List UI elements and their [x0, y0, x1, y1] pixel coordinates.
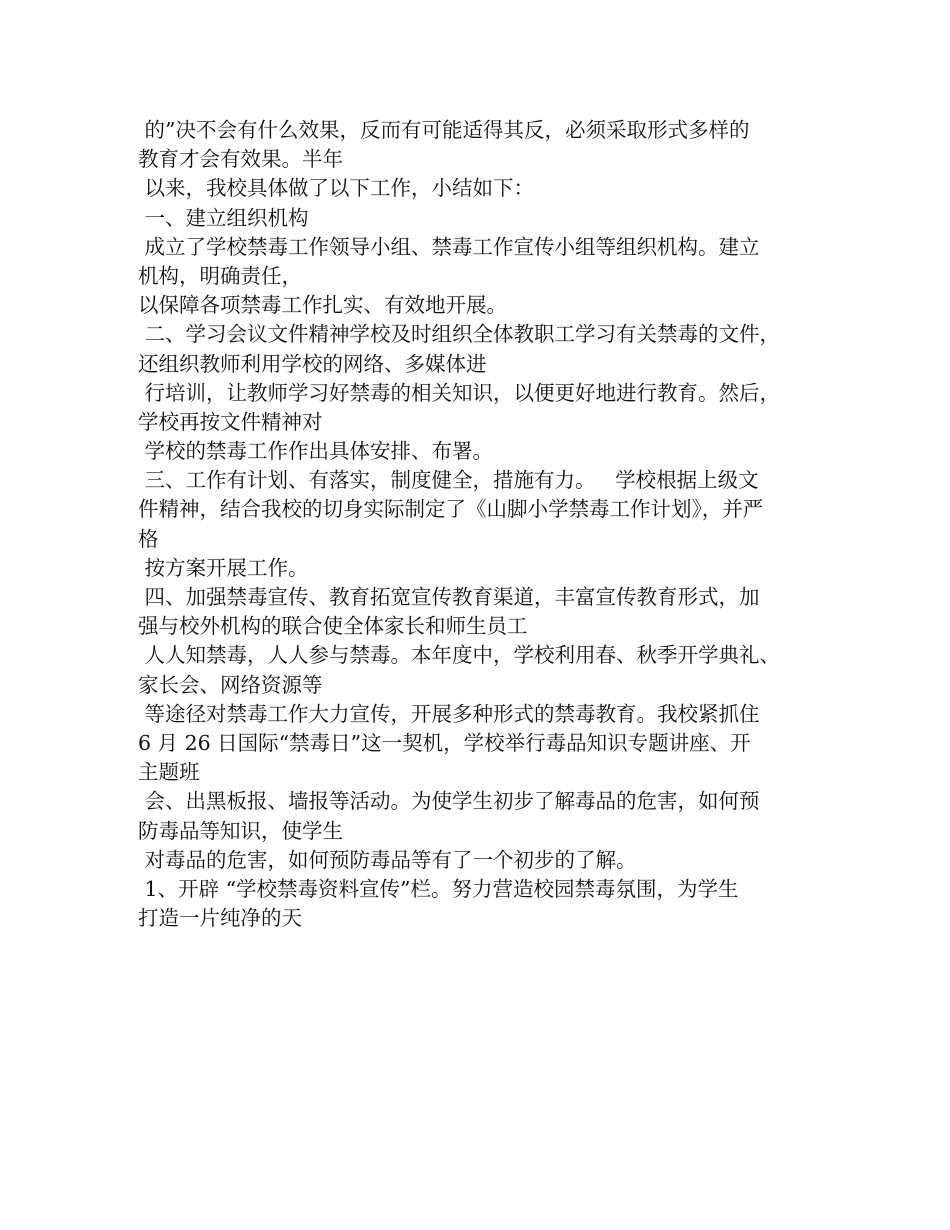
text-line: 人人知禁毒，人人参与禁毒。本年度中，学校利用春、秋季开学典礼、: [138, 643, 781, 668]
text-line: 强与校外机构的联合使全体家长和师生员工: [138, 614, 528, 639]
text-line: 教育才会有效果。半年: [138, 147, 343, 172]
text-line: 会、出黑板报、墙报等活动。为使学生初步了解毒品的危害，如何预: [138, 789, 760, 814]
text-line: 按方案开展工作。: [138, 555, 309, 580]
text-line: 以来，我校具体做了以下工作，小结如下：: [138, 176, 535, 201]
text-line: 等途径对禁毒工作大力宣传，开展多种形式的禁毒教育。我校紧抓住: [138, 701, 760, 726]
text-line: 机构，明确责任，: [138, 263, 302, 288]
text-line: 防毒品等知识，使学生: [138, 818, 343, 843]
body-text: [138, 116, 828, 933]
text-line: 学校的禁毒工作作出具体安排、布署。: [138, 439, 494, 464]
text-line: 6 月 26 日国际“禁毒日”这一契机，学校举行毒品知识专题讲座、开: [138, 730, 751, 755]
text-line: 家长会、网络资源等: [138, 672, 323, 697]
text-line: 的”决不会有什么效果，反而有可能适得其反，必须采取形式多样的: [138, 118, 750, 142]
text-line: 还组织教师利用学校的网络、多媒体进: [138, 351, 487, 376]
text-line: 行培训，让教师学习好禁毒的相关知识，以便更好地进行教育。然后，: [138, 380, 781, 405]
text-line: 主题班: [138, 760, 200, 785]
text-line: 成立了学校禁毒工作领导小组、禁毒工作宣传小组等组织机构。建立: [138, 234, 760, 259]
section-heading: 一、建立组织机构: [138, 205, 309, 230]
text-line: 格: [138, 526, 159, 551]
text-line: 三、工作有计划、有落实，制度健全，措施有力。 学校根据上级文: [138, 468, 759, 493]
text-line: 四、加强禁毒宣传、教育拓宽宣传教育渠道，丰富宣传教育形式，加: [138, 585, 760, 609]
text-line: 打造一片纯净的天: [138, 906, 302, 931]
text-line: 以保障各项禁毒工作扎实、有效地开展。: [138, 293, 507, 318]
text-line: 学校再按文件精神对: [138, 409, 323, 434]
text-line: 件精神，结合我校的切身实际制定了《山脚小学禁毒工作计划》，并严: [138, 497, 764, 522]
text-line: 1、开辟 “学校禁毒资料宣传”栏。努力营造校园禁毒氛围，为学生: [138, 876, 739, 901]
text-line: 二、学习会议文件精神学校及时组织全体教职工学习有关禁毒的文件，: [138, 322, 781, 347]
text-line: 对毒品的危害，如何预防毒品等有了一个初步的了解。: [138, 847, 637, 872]
